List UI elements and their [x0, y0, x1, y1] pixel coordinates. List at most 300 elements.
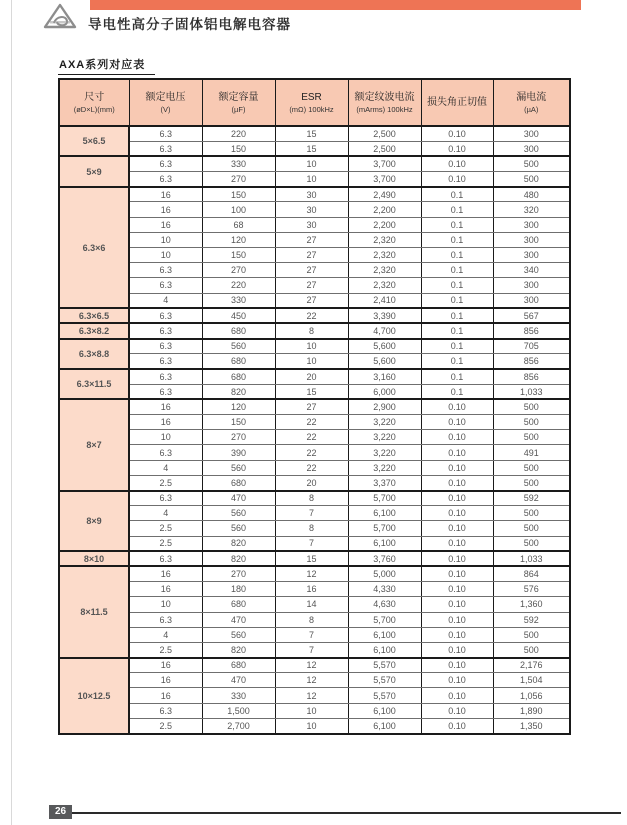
top-accent-bar [90, 0, 581, 10]
table-cell: 5,570 [348, 688, 421, 703]
table-cell: 0.10 [421, 141, 493, 156]
table-cell: 856 [493, 354, 570, 369]
table-cell: 680 [202, 658, 275, 673]
column-header [275, 79, 348, 126]
table-cell: 12 [275, 688, 348, 703]
table-cell: 22 [275, 445, 348, 460]
table-cell: 300 [493, 217, 570, 232]
table-cell: 820 [202, 384, 275, 399]
column-header [59, 79, 129, 126]
table-row [59, 278, 570, 293]
column-header-unit: (mΩ) 100kHz [289, 104, 334, 114]
table-cell: 300 [493, 248, 570, 263]
table-cell: 0.10 [421, 688, 493, 703]
table-cell: 16 [129, 658, 202, 673]
spec-table [58, 78, 571, 735]
table-cell: 4 [129, 627, 202, 642]
table-cell: 0.1 [421, 217, 493, 232]
left-margin-rule [11, 0, 12, 825]
table-row [59, 718, 570, 733]
table-cell: 27 [275, 399, 348, 414]
table-cell: 27 [275, 278, 348, 293]
table-cell: 270 [202, 430, 275, 445]
table-cell: 330 [202, 688, 275, 703]
table-cell: 15 [275, 141, 348, 156]
table-cell: 0.10 [421, 126, 493, 141]
table-cell: 500 [493, 460, 570, 475]
table-cell: 340 [493, 263, 570, 278]
table-cell: 0.1 [421, 323, 493, 338]
table-cell: 2,900 [348, 399, 421, 414]
table-cell: 10 [129, 597, 202, 612]
table-cell: 500 [493, 536, 570, 551]
table-row [59, 627, 570, 642]
table-cell: 6,100 [348, 506, 421, 521]
table-row [59, 491, 570, 506]
table-cell: 6,100 [348, 642, 421, 657]
size-group-cell: 6.3×6 [59, 187, 129, 309]
table-cell: 10 [275, 703, 348, 718]
table-cell: 2.5 [129, 642, 202, 657]
table-row [59, 172, 570, 187]
table-cell: 0.1 [421, 202, 493, 217]
table-cell: 2,500 [348, 126, 421, 141]
table-cell: 16 [129, 202, 202, 217]
table-cell: 6.3 [129, 612, 202, 627]
table-cell: 7 [275, 536, 348, 551]
table-row [59, 187, 570, 202]
table-cell: 22 [275, 460, 348, 475]
table-row [59, 384, 570, 399]
table-cell: 5,000 [348, 566, 421, 581]
table-cell: 6,100 [348, 536, 421, 551]
footer [0, 805, 627, 821]
size-group-cell: 8×11.5 [59, 566, 129, 657]
table-row [59, 323, 570, 338]
table-cell: 2,320 [348, 248, 421, 263]
table-row [59, 566, 570, 581]
table-cell: 8 [275, 323, 348, 338]
table-row [59, 339, 570, 354]
table-cell: 864 [493, 566, 570, 581]
table-row [59, 597, 570, 612]
table-cell: 270 [202, 263, 275, 278]
table-cell: 856 [493, 369, 570, 384]
table-cell: 7 [275, 506, 348, 521]
table-cell: 16 [129, 566, 202, 581]
table-cell: 592 [493, 612, 570, 627]
table-cell: 390 [202, 445, 275, 460]
table-cell: 500 [493, 521, 570, 536]
table-cell: 0.10 [421, 430, 493, 445]
table-cell: 220 [202, 278, 275, 293]
table-cell: 6.3 [129, 369, 202, 384]
table-cell: 0.1 [421, 232, 493, 247]
table-cell: 680 [202, 323, 275, 338]
table-cell: 3,220 [348, 460, 421, 475]
table-cell: 6.3 [129, 172, 202, 187]
brand-logo-icon [42, 3, 78, 35]
page-number: 26 [49, 805, 72, 819]
table-cell: 0.10 [421, 597, 493, 612]
table-cell: 820 [202, 536, 275, 551]
table-cell: 2.5 [129, 521, 202, 536]
table-cell: 0.1 [421, 354, 493, 369]
table-row [59, 369, 570, 384]
table-row [59, 202, 570, 217]
table-cell: 270 [202, 566, 275, 581]
table-cell: 0.10 [421, 475, 493, 490]
table-row [59, 248, 570, 263]
table-cell: 10 [275, 172, 348, 187]
table-cell: 22 [275, 308, 348, 323]
table-cell: 6,000 [348, 384, 421, 399]
table-cell: 4 [129, 293, 202, 308]
table-cell: 4,700 [348, 323, 421, 338]
column-header [129, 79, 202, 126]
table-cell: 8 [275, 491, 348, 506]
table-cell: 10 [275, 156, 348, 171]
table-cell: 480 [493, 187, 570, 202]
table-cell: 6.3 [129, 308, 202, 323]
table-cell: 0.1 [421, 293, 493, 308]
table-row [59, 415, 570, 430]
table-cell: 2.5 [129, 536, 202, 551]
size-group-cell: 5×6.5 [59, 126, 129, 156]
table-row [59, 293, 570, 308]
table-cell: 820 [202, 642, 275, 657]
table-cell: 2.5 [129, 718, 202, 733]
table-cell: 6,100 [348, 718, 421, 733]
table-cell: 0.10 [421, 718, 493, 733]
table-cell: 0.10 [421, 582, 493, 597]
table-row [59, 263, 570, 278]
column-header-unit: (µF) [231, 104, 246, 114]
table-cell: 4 [129, 460, 202, 475]
table-cell: 12 [275, 566, 348, 581]
column-header-label: 损失角正切值 [427, 96, 487, 108]
table-cell: 6.3 [129, 551, 202, 566]
table-row [59, 156, 570, 171]
table-cell: 560 [202, 460, 275, 475]
table-cell: 12 [275, 658, 348, 673]
table-row [59, 536, 570, 551]
table-cell: 567 [493, 308, 570, 323]
size-group-cell: 8×10 [59, 551, 129, 566]
table-cell: 0.10 [421, 521, 493, 536]
table-cell: 6.3 [129, 263, 202, 278]
table-cell: 0.10 [421, 156, 493, 171]
table-cell: 5,570 [348, 658, 421, 673]
column-header-unit: (øD×L)(mm) [73, 104, 115, 114]
table-cell: 6.3 [129, 384, 202, 399]
table-cell: 180 [202, 582, 275, 597]
table-cell: 16 [129, 673, 202, 688]
table-cell: 6,100 [348, 627, 421, 642]
table-cell: 27 [275, 263, 348, 278]
table-cell: 6.3 [129, 703, 202, 718]
table-cell: 500 [493, 430, 570, 445]
table-row [59, 126, 570, 141]
table-cell: 450 [202, 308, 275, 323]
table-cell: 0.10 [421, 566, 493, 581]
table-cell: 120 [202, 232, 275, 247]
table-cell: 0.10 [421, 506, 493, 521]
size-group-cell: 5×9 [59, 156, 129, 186]
table-cell: 5,600 [348, 339, 421, 354]
table-cell: 5,700 [348, 612, 421, 627]
size-group-cell: 6.3×11.5 [59, 369, 129, 399]
table-cell: 20 [275, 369, 348, 384]
table-cell: 4,630 [348, 597, 421, 612]
table-cell: 16 [129, 399, 202, 414]
table-cell: 7 [275, 627, 348, 642]
table-cell: 560 [202, 339, 275, 354]
table-cell: 20 [275, 475, 348, 490]
table-cell: 7 [275, 642, 348, 657]
table-cell: 0.1 [421, 308, 493, 323]
table-cell: 300 [493, 232, 570, 247]
table-cell: 300 [493, 278, 570, 293]
table-cell: 576 [493, 582, 570, 597]
table-cell: 470 [202, 673, 275, 688]
table-cell: 150 [202, 415, 275, 430]
table-cell: 2,320 [348, 232, 421, 247]
table-row [59, 642, 570, 657]
size-group-cell: 8×9 [59, 491, 129, 552]
column-header-unit: (V) [160, 104, 171, 114]
table-cell: 4 [129, 506, 202, 521]
table-cell: 500 [493, 399, 570, 414]
table-cell: 16 [129, 415, 202, 430]
column-header [202, 79, 275, 126]
table-cell: 5,700 [348, 521, 421, 536]
column-header-unit: (mArms) 100kHz [356, 104, 413, 114]
table-row [59, 582, 570, 597]
section-title: AXA系列对应表 [58, 56, 155, 75]
table-row [59, 673, 570, 688]
table-cell: 0.10 [421, 551, 493, 566]
table-cell: 15 [275, 126, 348, 141]
size-group-cell: 10×12.5 [59, 658, 129, 734]
table-cell: 12 [275, 673, 348, 688]
table-cell: 6,100 [348, 703, 421, 718]
table-cell: 2,200 [348, 202, 421, 217]
table-cell: 491 [493, 445, 570, 460]
table-cell: 1,504 [493, 673, 570, 688]
table-cell: 3,390 [348, 308, 421, 323]
table-cell: 705 [493, 339, 570, 354]
table-cell: 300 [493, 126, 570, 141]
table-row [59, 612, 570, 627]
table-cell: 592 [493, 491, 570, 506]
table-cell: 1,033 [493, 551, 570, 566]
table-cell: 2,320 [348, 263, 421, 278]
table-cell: 3,700 [348, 156, 421, 171]
table-cell: 10 [275, 354, 348, 369]
table-cell: 2.5 [129, 475, 202, 490]
header-row [59, 79, 570, 126]
footer-rule [72, 812, 621, 814]
table-cell: 5,600 [348, 354, 421, 369]
table-cell: 320 [493, 202, 570, 217]
table-cell: 5,700 [348, 491, 421, 506]
table-cell: 856 [493, 323, 570, 338]
column-header [493, 79, 570, 126]
table-cell: 3,700 [348, 172, 421, 187]
table-cell: 1,360 [493, 597, 570, 612]
table-row [59, 688, 570, 703]
column-header-label: 额定容量 [218, 91, 259, 103]
table-row [59, 217, 570, 232]
table-cell: 0.10 [421, 658, 493, 673]
page-title: 导电性高分子固体铝电解电容器 [88, 17, 291, 32]
table-cell: 500 [493, 642, 570, 657]
table-cell: 150 [202, 187, 275, 202]
table-cell: 3,220 [348, 445, 421, 460]
table-cell: 680 [202, 597, 275, 612]
table-cell: 0.1 [421, 187, 493, 202]
table-cell: 150 [202, 248, 275, 263]
table-cell: 1,500 [202, 703, 275, 718]
column-header [348, 79, 421, 126]
table-cell: 3,220 [348, 415, 421, 430]
table-cell: 1,890 [493, 703, 570, 718]
table-cell: 470 [202, 612, 275, 627]
table-cell: 0.10 [421, 612, 493, 627]
table-row [59, 308, 570, 323]
table-cell: 500 [493, 172, 570, 187]
table-cell: 120 [202, 399, 275, 414]
table-cell: 16 [129, 688, 202, 703]
table-cell: 0.10 [421, 491, 493, 506]
table-cell: 220 [202, 126, 275, 141]
table-cell: 0.10 [421, 445, 493, 460]
table-cell: 270 [202, 172, 275, 187]
table-cell: 680 [202, 475, 275, 490]
table-cell: 0.1 [421, 384, 493, 399]
table-row [59, 703, 570, 718]
table-cell: 27 [275, 293, 348, 308]
table-cell: 100 [202, 202, 275, 217]
table-row [59, 521, 570, 536]
table-cell: 2,320 [348, 278, 421, 293]
table-cell: 5,570 [348, 673, 421, 688]
table-cell: 6.3 [129, 323, 202, 338]
table-cell: 3,160 [348, 369, 421, 384]
table-cell: 300 [493, 293, 570, 308]
table-cell: 16 [129, 187, 202, 202]
table-cell: 1,350 [493, 718, 570, 733]
table-cell: 22 [275, 415, 348, 430]
table-cell: 30 [275, 202, 348, 217]
table-cell: 560 [202, 521, 275, 536]
table-cell: 6.3 [129, 491, 202, 506]
table-cell: 6.3 [129, 445, 202, 460]
table-cell: 10 [275, 339, 348, 354]
table-cell: 30 [275, 187, 348, 202]
size-group-cell: 8×7 [59, 399, 129, 490]
table-cell: 3,760 [348, 551, 421, 566]
table-cell: 0.1 [421, 339, 493, 354]
table-cell: 3,370 [348, 475, 421, 490]
table-cell: 500 [493, 627, 570, 642]
table-row [59, 232, 570, 247]
table-cell: 8 [275, 612, 348, 627]
table-cell: 150 [202, 141, 275, 156]
column-header-label: 漏电流 [516, 91, 547, 103]
table-cell: 10 [129, 232, 202, 247]
table-cell: 330 [202, 156, 275, 171]
table-cell: 500 [493, 415, 570, 430]
table-row [59, 141, 570, 156]
table-cell: 1,056 [493, 688, 570, 703]
table-cell: 0.10 [421, 703, 493, 718]
table-cell: 560 [202, 627, 275, 642]
table-cell: 0.1 [421, 278, 493, 293]
table-cell: 0.10 [421, 673, 493, 688]
table-cell: 680 [202, 354, 275, 369]
column-header-label: 尺寸 [84, 91, 105, 103]
table-cell: 6.3 [129, 126, 202, 141]
table-cell: 6.3 [129, 156, 202, 171]
table-cell: 300 [493, 141, 570, 156]
table-cell: 15 [275, 384, 348, 399]
table-cell: 2,176 [493, 658, 570, 673]
table-cell: 14 [275, 597, 348, 612]
table-cell: 4,330 [348, 582, 421, 597]
table-cell: 560 [202, 506, 275, 521]
column-header-unit: (µA) [524, 104, 539, 114]
table-cell: 500 [493, 156, 570, 171]
table-cell: 10 [129, 430, 202, 445]
table-cell: 6.3 [129, 339, 202, 354]
table-cell: 330 [202, 293, 275, 308]
table-cell: 15 [275, 551, 348, 566]
table-cell: 0.10 [421, 627, 493, 642]
table-cell: 68 [202, 217, 275, 232]
table-cell: 1,033 [493, 384, 570, 399]
table-row [59, 399, 570, 414]
table-cell: 10 [275, 718, 348, 733]
table-row [59, 658, 570, 673]
table-row [59, 354, 570, 369]
table-cell: 27 [275, 232, 348, 247]
table-cell: 680 [202, 369, 275, 384]
table-row [59, 506, 570, 521]
table-cell: 500 [493, 506, 570, 521]
column-header [421, 79, 493, 126]
table-cell: 0.10 [421, 642, 493, 657]
table-cell: 6.3 [129, 141, 202, 156]
column-header-label: ESR [301, 91, 322, 103]
table-cell: 0.10 [421, 399, 493, 414]
table-cell: 30 [275, 217, 348, 232]
table-cell: 0.10 [421, 460, 493, 475]
table-row [59, 551, 570, 566]
table-cell: 2,410 [348, 293, 421, 308]
table-row [59, 445, 570, 460]
table-cell: 820 [202, 551, 275, 566]
table-cell: 6.3 [129, 354, 202, 369]
table-cell: 500 [493, 475, 570, 490]
table-cell: 2,500 [348, 141, 421, 156]
table-cell: 16 [129, 217, 202, 232]
table-cell: 2,490 [348, 187, 421, 202]
table-cell: 2,200 [348, 217, 421, 232]
size-group-cell: 6.3×6.5 [59, 308, 129, 323]
size-group-cell: 6.3×8.8 [59, 339, 129, 369]
